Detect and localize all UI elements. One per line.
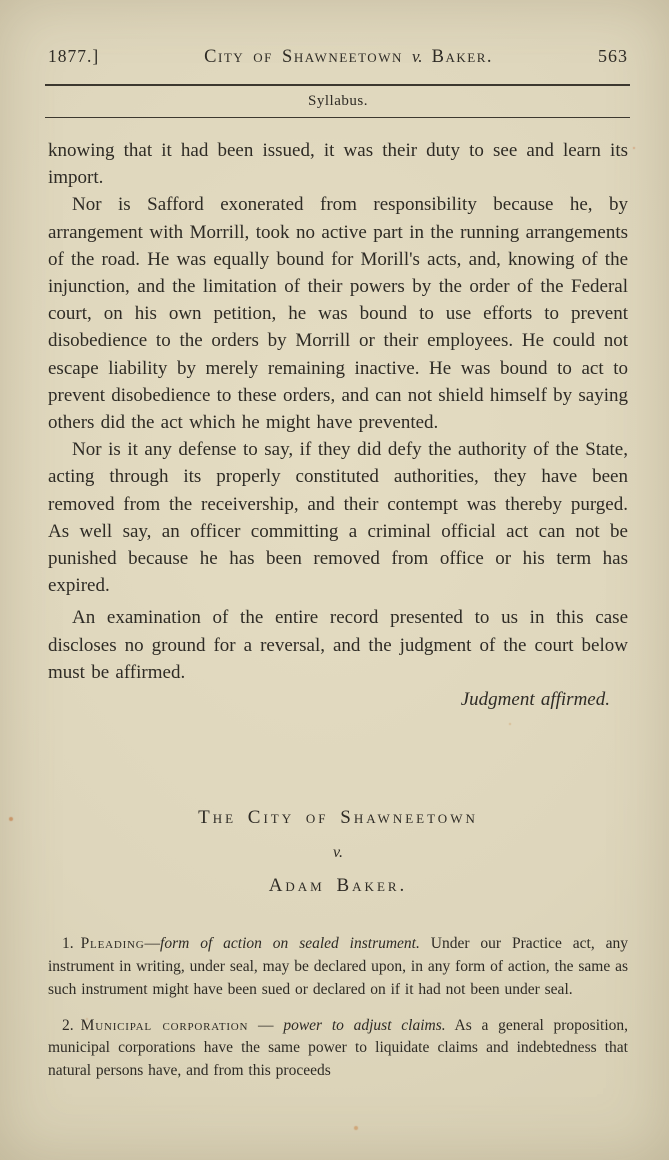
opinion-paragraph: Nor is Safford exonerated from responsibility because he, by arrangement with Morrill, took no active part in the running arrangements of the road. He was equally bound for Morill's acts, and, knowing of the injunction, and the limitation of their powers by the order of the Federal court, on his own petition, he was bound to use efforts to prevent disobedience to the orders by Morrill or their employees. He could not escape liability by merely remaining inactive. He was bound to act to prevent disobedience to these orders, and can not shield himself by saying others did the act which he might have prevented. — [48, 194, 629, 434]
versus-label: v. — [333, 844, 343, 862]
headnote-separator: — — [248, 1016, 284, 1034]
defendant-name: Adam Baker. — [268, 875, 408, 897]
disposition-line: Judgment affirmed. — [460, 689, 610, 711]
horizontal-rule-top — [45, 84, 630, 86]
plaintiff-name: The City of Shawneetown — [198, 807, 478, 829]
paper-foxing-specks — [0, 0, 2, 2]
headnote-separator: — — [144, 935, 161, 953]
opinion-paragraph: knowing that it had been issued, it was their duty to see and learn its import. — [48, 140, 628, 189]
running-title-versus: v. — [411, 47, 423, 66]
headnote-topic: Pleading — [80, 935, 145, 953]
headnote-item-1 — [48, 933, 628, 1001]
running-case-title — [204, 47, 493, 68]
opinion-paragraph: Nor is it any defense to say, if they did defy the authority of the State, acting through its properly constituted authorities, they have been removed from the receivership, and their contempt was thereby purged. As well say, an officer committing a criminal official act can not be punished because he has been removed from office or his term has expired. — [48, 439, 628, 597]
next-case-caption — [48, 807, 628, 897]
headnote-catchline: form of action on sealed instrument. — [160, 935, 420, 953]
headnote-text: As a general proposition, municipal corporations have the same power to liquidate claims and indebtedness that natural persons have, and from this proceeds — [48, 1016, 628, 1080]
running-head — [48, 46, 628, 68]
headnote-text: Under our Practice act, any instrument in writing, under seal, may be declared upon, in any form of action, the same as such instrument might have been sued or declared on if it had not been under seal. — [48, 935, 628, 998]
opinion-body — [48, 137, 628, 713]
headnote-topic: Municipal corporation — [80, 1016, 249, 1034]
headnote-item-2 — [48, 1015, 628, 1083]
opinion-paragraph: An examination of the entire record presented to us in this case discloses no ground for a reversal, and the judgment of the court below must be affirmed. — [48, 607, 628, 683]
section-label: Syllabus. — [308, 93, 368, 109]
headnotes-section — [48, 933, 628, 1083]
page-number: 563 — [597, 46, 628, 66]
headnote-number: 1. — [62, 935, 74, 953]
year-label: 1877.] — [48, 46, 100, 66]
horizontal-rule-bottom — [45, 117, 630, 118]
headnote-catchline: power to adjust claims. — [283, 1016, 446, 1034]
running-title-defendant: Baker. — [431, 47, 494, 67]
running-title-plaintiff: City of Shawneetown — [204, 47, 403, 67]
headnote-number: 2. — [62, 1016, 74, 1034]
